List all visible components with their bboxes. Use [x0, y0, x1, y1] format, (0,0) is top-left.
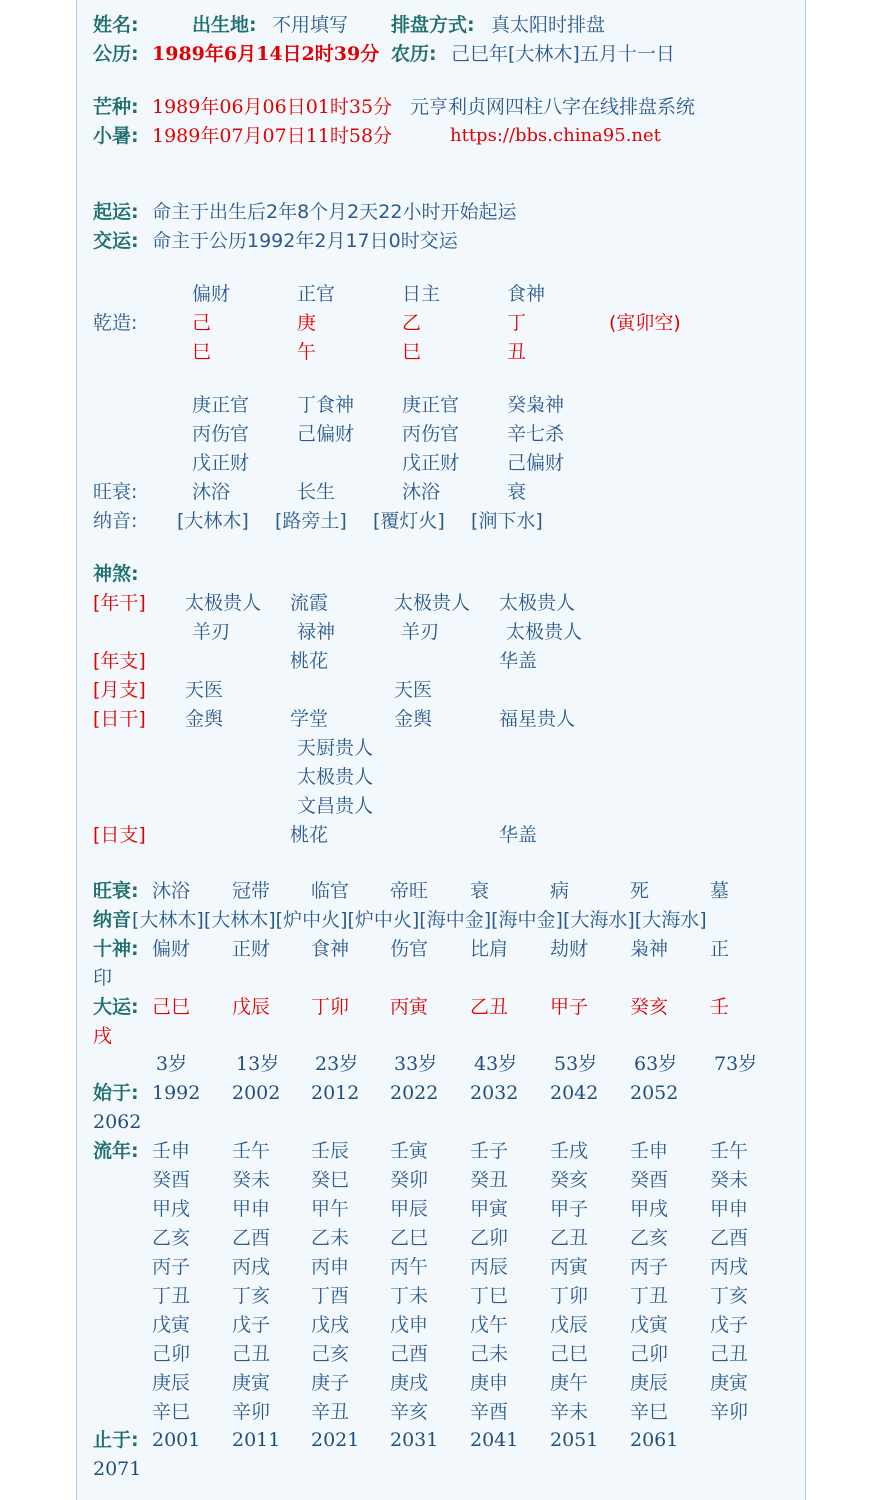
dayun-ganzhi-cell: 甲子	[550, 996, 589, 1018]
liunian-cell: 甲戌	[152, 1198, 191, 1220]
dayun-wangshuai-label: 旺衰:	[93, 880, 139, 902]
dayun-ganzhi-cell: 壬	[710, 996, 730, 1018]
dayun-wangshuai-cell: 死	[630, 880, 650, 902]
liunian-cell: 癸丑	[470, 1169, 509, 1191]
liunian-cell: 癸未	[710, 1169, 749, 1191]
liunian-cell: 甲辰	[390, 1198, 429, 1220]
liunian-cell: 壬午	[232, 1140, 271, 1162]
liunian-cell: 丙午	[390, 1256, 429, 1278]
liunian-cell: 丁亥	[710, 1285, 749, 1307]
liunian-cell: 丙辰	[470, 1256, 509, 1278]
liunian-cell: 己未	[470, 1343, 509, 1365]
end-label: 止于:	[93, 1429, 139, 1451]
dayun-end-year-cell: 2051	[550, 1429, 599, 1451]
liunian-cell: 乙卯	[470, 1227, 509, 1249]
xiaoshu-value: 1989年07月07日11时58分	[152, 125, 393, 147]
liunian-cell: 甲午	[311, 1198, 350, 1220]
kong-note: (寅卯空)	[609, 312, 681, 334]
canggan: 庚正官	[402, 394, 460, 416]
mangzhong-label: 芒种:	[93, 96, 139, 118]
liunian-cell: 甲申	[232, 1198, 271, 1220]
qiyun-value: 命主于出生后2年8个月2天22小时开始起运	[152, 201, 517, 223]
dayun-start-year-cell: 2032	[470, 1082, 519, 1104]
dayun-ganzhi-cell: 癸亥	[630, 996, 669, 1018]
liunian-cell: 戊辰	[550, 1314, 589, 1336]
pillar-shishen: 食神	[507, 283, 546, 305]
gongli-value: 1989年6月14日2时39分	[152, 43, 380, 65]
pillar-zhi: 巳	[402, 341, 422, 363]
shensha-item: 天医	[185, 679, 224, 701]
liunian-cell: 癸未	[232, 1169, 271, 1191]
liunian-cell: 癸巳	[311, 1169, 350, 1191]
liunian-cell: 乙未	[311, 1227, 350, 1249]
liunian-cell: 己巳	[550, 1343, 589, 1365]
liunian-cell: 己丑	[710, 1343, 749, 1365]
dayun-nayin-text: [大林木][大林木][炉中火][炉中火][海中金][海中金][大海水][大海水]	[132, 909, 707, 931]
pillar-gan: 己	[192, 312, 212, 334]
liunian-cell: 丁卯	[550, 1285, 589, 1307]
birthplace-label: 出生地:	[192, 14, 257, 36]
liunian-cell: 己丑	[232, 1343, 271, 1365]
shensha-item: 太极贵人	[499, 592, 576, 614]
liunian-cell: 丁未	[390, 1285, 429, 1307]
liunian-cell: 丙子	[630, 1256, 669, 1278]
dayun-ganzhi-cell: 丁卯	[311, 996, 350, 1018]
nayin-label: 纳音:	[93, 510, 138, 532]
liunian-cell: 庚午	[550, 1372, 589, 1394]
pillar-shishen: 正官	[297, 283, 336, 305]
canggan: 辛七杀	[507, 423, 565, 445]
method-value: 真太阳时排盘	[491, 14, 606, 36]
dayun-nayin-label: 纳音	[93, 909, 132, 931]
dayun-shishen-cell: 伤官	[390, 938, 429, 960]
pillar-wangshuai: 沐浴	[402, 481, 441, 503]
pillar-wangshuai: 沐浴	[192, 481, 231, 503]
liunian-cell: 己卯	[630, 1343, 669, 1365]
dayun-start-year-cell: 2012	[311, 1082, 360, 1104]
liunian-cell: 戊戌	[311, 1314, 350, 1336]
shensha-nian-gan-label: [年干]	[93, 592, 146, 614]
jiaoyun-label: 交运:	[93, 230, 139, 252]
canggan: 庚正官	[192, 394, 250, 416]
liunian-cell: 庚辰	[630, 1372, 669, 1394]
liunian-cell: 戊寅	[152, 1314, 191, 1336]
dayun-start-year-cell: 2042	[550, 1082, 599, 1104]
shensha-item: 羊刃	[401, 621, 440, 643]
liunian-cell: 丙申	[311, 1256, 350, 1278]
liunian-cell: 丁丑	[152, 1285, 191, 1307]
xiaoshu-label: 小暑:	[93, 125, 139, 147]
canggan: 丙伤官	[402, 423, 460, 445]
pillar-nayin: [覆灯火]	[373, 510, 445, 532]
shensha-item: 天厨贵人	[297, 737, 374, 759]
dayun-ganzhi-cell: 丙寅	[390, 996, 429, 1018]
canggan: 己偏财	[297, 423, 355, 445]
dayun-shishen-cell: 正财	[232, 938, 271, 960]
liunian-cell: 丁酉	[311, 1285, 350, 1307]
liunian-cell: 乙亥	[630, 1227, 669, 1249]
liunian-cell: 甲戌	[630, 1198, 669, 1220]
jiaoyun-value: 命主于公历1992年2月17日0时交运	[152, 230, 458, 252]
dayun-wangshuai-cell: 临官	[311, 880, 350, 902]
liunian-cell: 壬辰	[311, 1140, 350, 1162]
dayun-shishen-cell: 枭神	[630, 938, 669, 960]
liunian-cell: 戊申	[390, 1314, 429, 1336]
liunian-cell: 己亥	[311, 1343, 350, 1365]
canggan: 己偏财	[507, 452, 565, 474]
mangzhong-value: 1989年06月06日01时35分	[152, 96, 393, 118]
liunian-cell: 壬申	[152, 1140, 191, 1162]
dayun-shishen-cell: 偏财	[152, 938, 191, 960]
shensha-item: 金舆	[185, 708, 224, 730]
liunian-cell: 甲寅	[470, 1198, 509, 1220]
liunian-cell: 庚寅	[710, 1372, 749, 1394]
site-name-link[interactable]: 元亨利贞网四柱八字在线排盘系统	[410, 96, 696, 118]
shensha-item: 太极贵人	[506, 621, 583, 643]
pillar-gan: 乙	[402, 312, 422, 334]
nongli-value: 己巳年[大林木]五月十一日	[451, 43, 675, 65]
dayun-shishen-cell: 正	[710, 938, 730, 960]
site-url-link[interactable]: https://bbs.china95.net	[450, 125, 661, 146]
liunian-cell: 壬戌	[550, 1140, 589, 1162]
liunian-cell: 庚辰	[152, 1372, 191, 1394]
shensha-item: 华盖	[499, 824, 538, 846]
gongli-label: 公历:	[93, 43, 139, 65]
shensha-item: 天医	[394, 679, 433, 701]
dayun-ganzhi-cell: 己巳	[152, 996, 191, 1018]
canggan: 丁食神	[297, 394, 355, 416]
dayun-wangshuai-cell: 衰	[470, 880, 490, 902]
dayun-wangshuai-cell: 帝旺	[390, 880, 429, 902]
canggan: 戊正财	[402, 452, 460, 474]
liunian-cell: 丙戌	[232, 1256, 271, 1278]
qiyun-label: 起运:	[93, 201, 139, 223]
canggan: 戊正财	[192, 452, 250, 474]
pillar-gan: 丁	[507, 312, 527, 334]
liunian-cell: 戊子	[232, 1314, 271, 1336]
dayun-start-year-cell: 2002	[232, 1082, 281, 1104]
liunian-cell: 丙寅	[550, 1256, 589, 1278]
pillar-zhi: 午	[297, 341, 317, 363]
liunian-cell: 丁丑	[630, 1285, 669, 1307]
method-label: 排盘方式:	[391, 14, 475, 36]
dayun-wangshuai-cell: 沐浴	[152, 880, 191, 902]
shensha-yue-zhi-label: [月支]	[93, 679, 146, 701]
liunian-cell: 癸卯	[390, 1169, 429, 1191]
end-wrap: 2071	[93, 1458, 142, 1480]
liunian-cell: 癸酉	[630, 1169, 669, 1191]
liunian-cell: 乙酉	[710, 1227, 749, 1249]
dayun-end-year-cell: 2031	[390, 1429, 439, 1451]
liunian-cell: 辛卯	[710, 1401, 749, 1423]
shensha-item: 羊刃	[192, 621, 231, 643]
liunian-cell: 乙巳	[390, 1227, 429, 1249]
liunian-cell: 癸酉	[152, 1169, 191, 1191]
dayun-age-cell: 43岁	[474, 1053, 518, 1075]
liunian-cell: 乙丑	[550, 1227, 589, 1249]
pillar-gan: 庚	[297, 312, 317, 334]
dayun-shishen-cell: 劫财	[550, 938, 589, 960]
pillar-wangshuai: 长生	[297, 481, 336, 503]
liunian-cell: 辛卯	[232, 1401, 271, 1423]
liunian-cell: 丁巳	[470, 1285, 509, 1307]
liunian-cell: 辛巳	[630, 1401, 669, 1423]
name-label: 姓名:	[93, 14, 139, 36]
shensha-ri-zhi-label: [日支]	[93, 824, 146, 846]
dayun-ganzhi-cell: 乙丑	[470, 996, 509, 1018]
shensha-nian-zhi-label: [年支]	[93, 650, 146, 672]
dayun-label: 大运:	[93, 996, 139, 1018]
liunian-cell: 戊子	[710, 1314, 749, 1336]
liunian-cell: 辛巳	[152, 1401, 191, 1423]
dayun-end-year-cell: 2001	[152, 1429, 201, 1451]
dayun-age-cell: 3岁	[156, 1053, 188, 1075]
dayun-age-cell: 33岁	[394, 1053, 438, 1075]
liunian-cell: 乙亥	[152, 1227, 191, 1249]
birthplace-value: 不用填写	[272, 14, 349, 36]
dayun-end-year-cell: 2021	[311, 1429, 360, 1451]
liunian-cell: 庚申	[470, 1372, 509, 1394]
liunian-cell: 丙子	[152, 1256, 191, 1278]
shensha-item: 金舆	[394, 708, 433, 730]
canggan: 丙伤官	[192, 423, 250, 445]
shensha-item: 华盖	[499, 650, 538, 672]
liunian-cell: 壬申	[630, 1140, 669, 1162]
shensha-item: 禄神	[297, 621, 336, 643]
liunian-cell: 己酉	[390, 1343, 429, 1365]
dayun-end-year-cell: 2061	[630, 1429, 679, 1451]
dayun-wangshuai-cell: 冠带	[232, 880, 271, 902]
pillar-nayin: [路旁土]	[275, 510, 347, 532]
shensha-item: 桃花	[290, 824, 329, 846]
liunian-cell: 戊寅	[630, 1314, 669, 1336]
wangshuai-label: 旺衰:	[93, 481, 138, 503]
dayun-end-year-cell: 2011	[232, 1429, 281, 1451]
liunian-cell: 乙酉	[232, 1227, 271, 1249]
dayun-shishen-label: 十神:	[93, 938, 139, 960]
dayun-wrap: 戌	[93, 1025, 113, 1047]
pillar-zhi: 丑	[507, 341, 527, 363]
liunian-cell: 辛亥	[390, 1401, 429, 1423]
shensha-item: 太极贵人	[185, 592, 262, 614]
shensha-item: 福星贵人	[499, 708, 576, 730]
shensha-item: 太极贵人	[394, 592, 471, 614]
pillar-shishen: 日主	[402, 283, 441, 305]
canggan: 癸枭神	[507, 394, 565, 416]
liunian-cell: 壬子	[470, 1140, 509, 1162]
dayun-age-cell: 23岁	[315, 1053, 359, 1075]
dayun-shishen-cell: 食神	[311, 938, 350, 960]
dayun-age-cell: 63岁	[634, 1053, 678, 1075]
shensha-item: 文昌贵人	[297, 795, 374, 817]
shensha-title: 神煞:	[93, 563, 139, 585]
dayun-age-cell: 53岁	[554, 1053, 598, 1075]
liunian-cell: 辛未	[550, 1401, 589, 1423]
dayun-wangshuai-cell: 墓	[710, 880, 730, 902]
dayun-shishen-cell: 比肩	[470, 938, 509, 960]
liunian-cell: 丁亥	[232, 1285, 271, 1307]
liunian-cell: 己卯	[152, 1343, 191, 1365]
dayun-shishen-wrap: 印	[93, 967, 113, 989]
dayun-start-year-cell: 2022	[390, 1082, 439, 1104]
liunian-cell: 癸亥	[550, 1169, 589, 1191]
liunian-cell: 壬寅	[390, 1140, 429, 1162]
shensha-item: 桃花	[290, 650, 329, 672]
pillar-nayin: [大林木]	[177, 510, 249, 532]
pillar-shishen: 偏财	[192, 283, 231, 305]
liunian-cell: 辛丑	[311, 1401, 350, 1423]
shensha-ri-gan-label: [日干]	[93, 708, 146, 730]
liunian-cell: 甲申	[710, 1198, 749, 1220]
nongli-label: 农历:	[391, 43, 437, 65]
dayun-ganzhi-cell: 戊辰	[232, 996, 271, 1018]
liunian-label: 流年:	[93, 1140, 139, 1162]
pillar-wangshuai: 衰	[507, 481, 527, 503]
pillar-zhi: 巳	[192, 341, 212, 363]
start-wrap: 2062	[93, 1111, 142, 1133]
dayun-start-year-cell: 1992	[152, 1082, 201, 1104]
liunian-cell: 庚寅	[232, 1372, 271, 1394]
dayun-age-cell: 73岁	[714, 1053, 758, 1075]
shensha-item: 太极贵人	[297, 766, 374, 788]
liunian-cell: 庚子	[311, 1372, 350, 1394]
dayun-end-year-cell: 2041	[470, 1429, 519, 1451]
start-label: 始于:	[93, 1082, 139, 1104]
qianzao-label: 乾造:	[93, 312, 138, 334]
pillar-nayin: [涧下水]	[471, 510, 543, 532]
liunian-cell: 甲子	[550, 1198, 589, 1220]
liunian-cell: 壬午	[710, 1140, 749, 1162]
liunian-cell: 戊午	[470, 1314, 509, 1336]
liunian-cell: 辛酉	[470, 1401, 509, 1423]
liunian-cell: 丙戌	[710, 1256, 749, 1278]
shensha-item: 学堂	[290, 708, 329, 730]
liunian-cell: 庚戌	[390, 1372, 429, 1394]
dayun-age-cell: 13岁	[236, 1053, 280, 1075]
shensha-item: 流霞	[290, 592, 329, 614]
dayun-start-year-cell: 2052	[630, 1082, 679, 1104]
dayun-wangshuai-cell: 病	[550, 880, 570, 902]
